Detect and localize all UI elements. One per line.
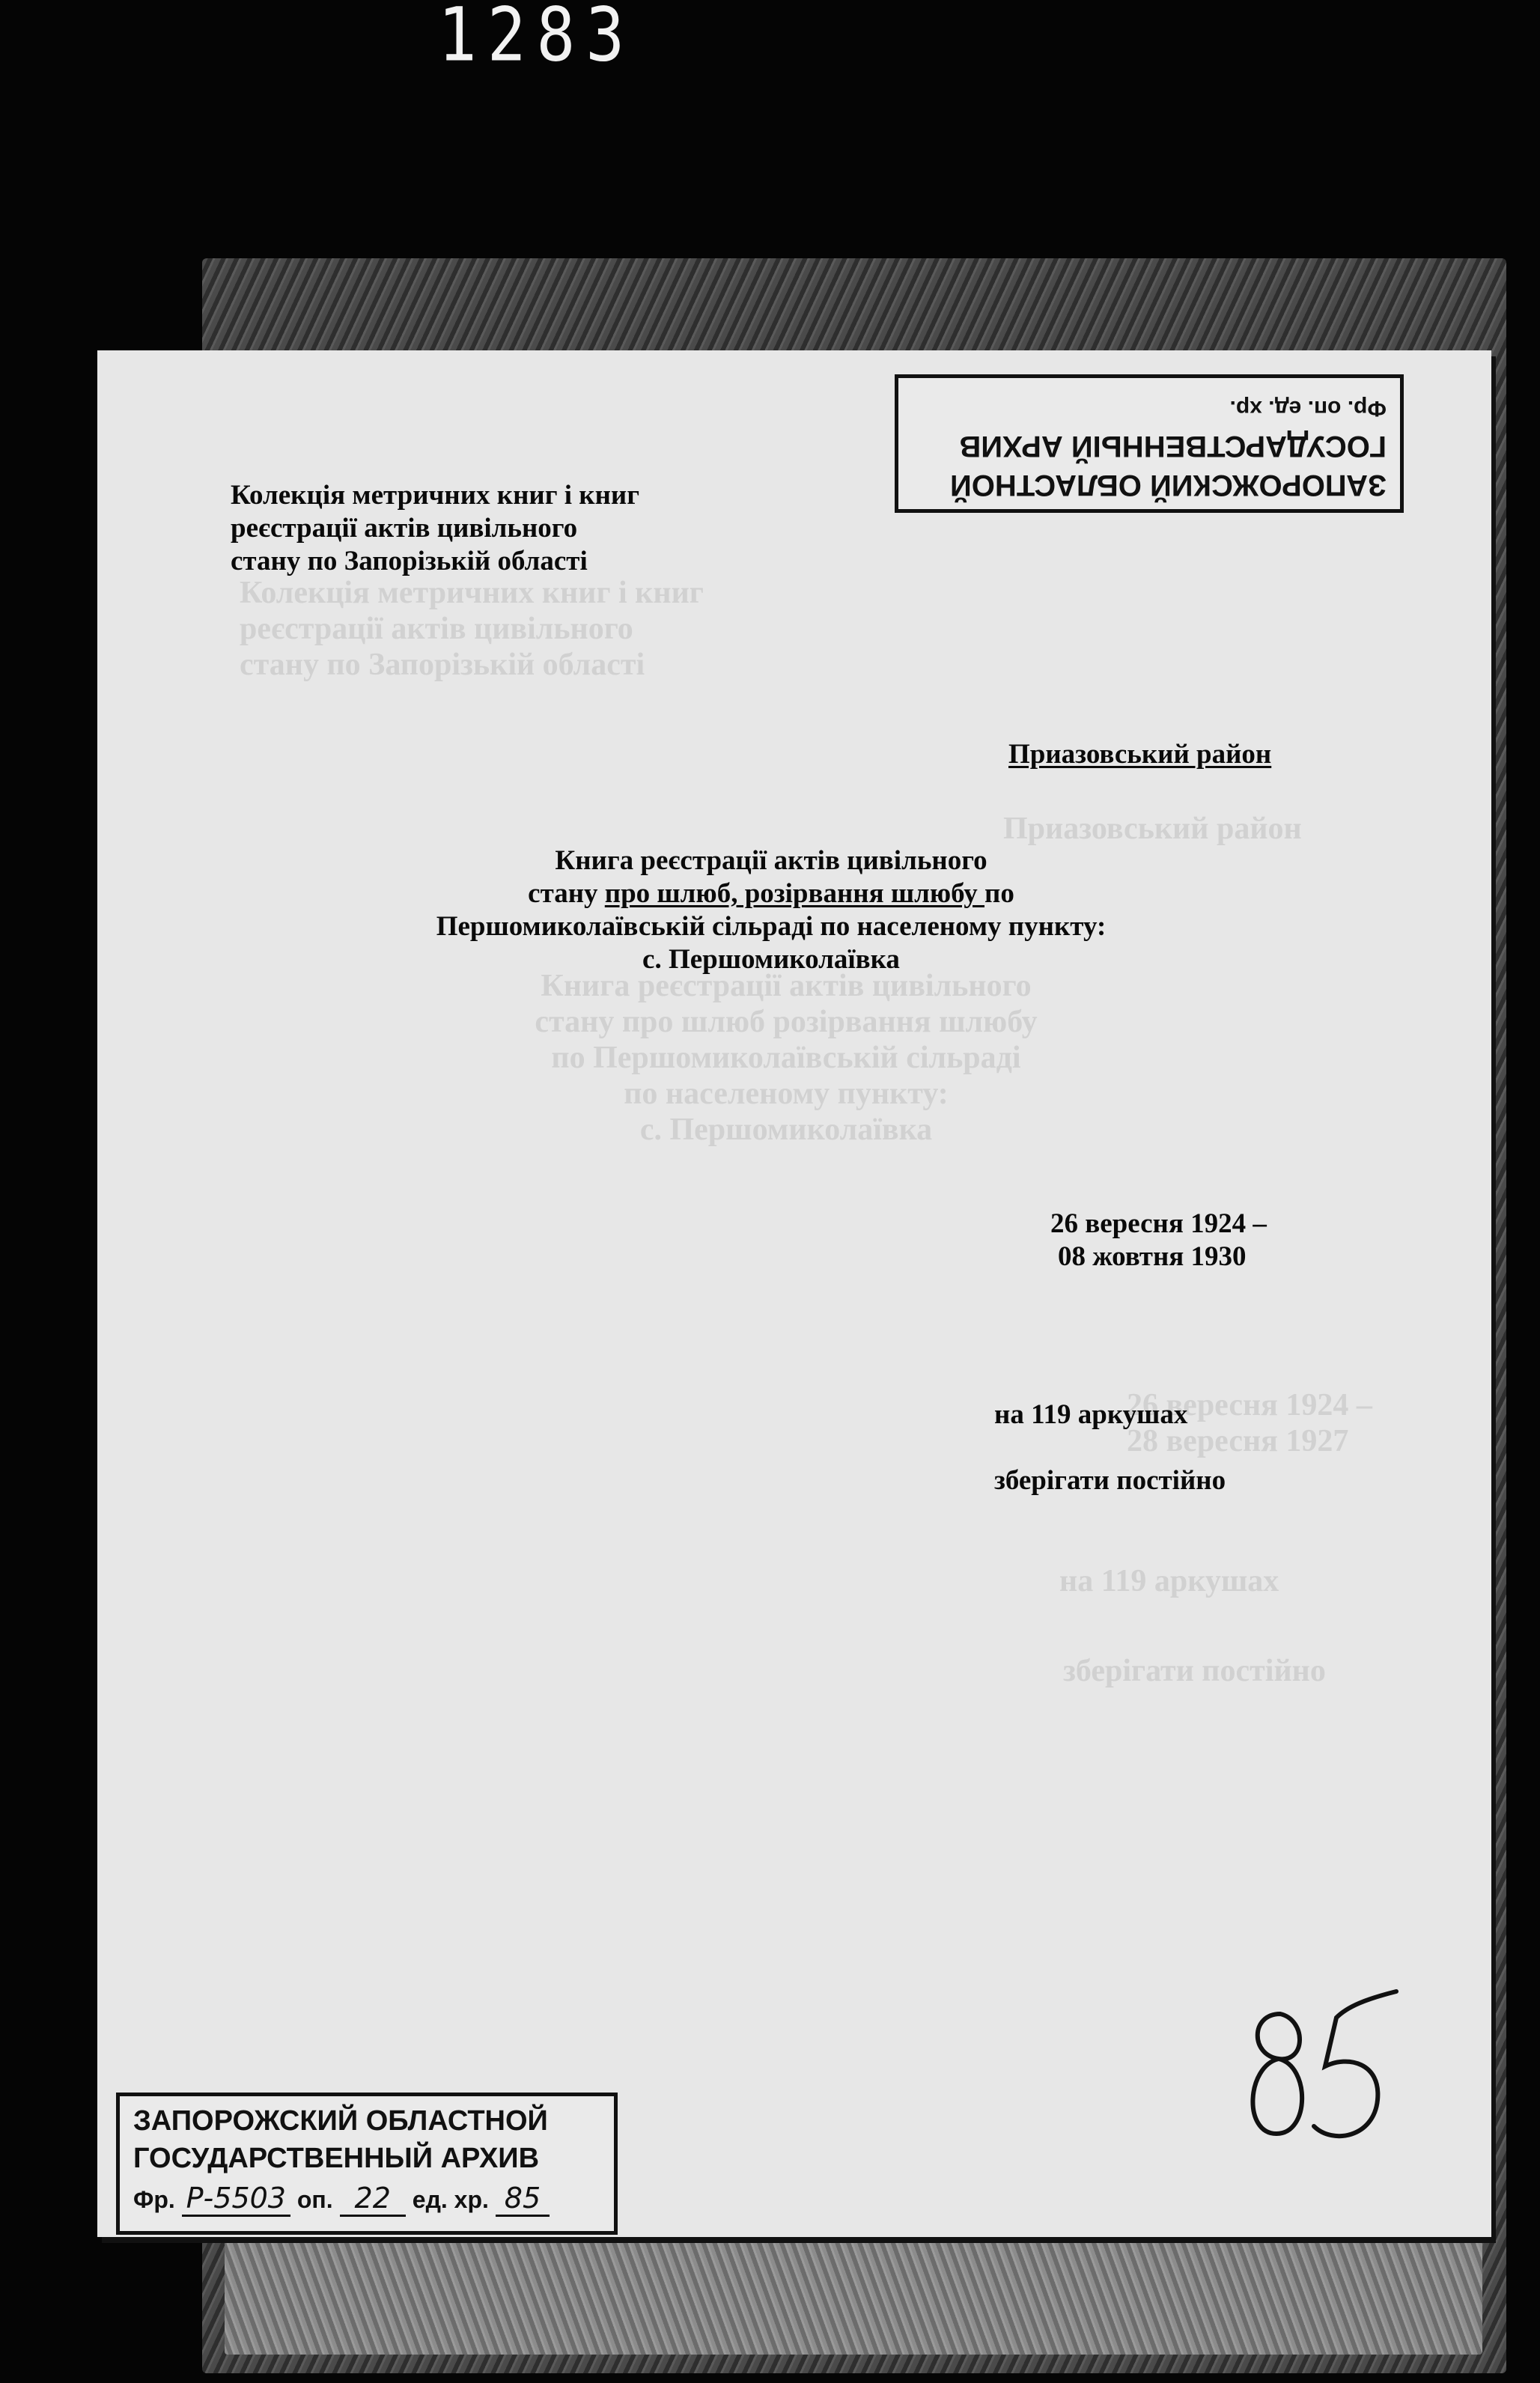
stamp-top-line-2: ГОСУДАРСТВЕННЫЙ АРХИВ bbox=[959, 430, 1387, 463]
ghost-text-sheets: на 119 аркушах bbox=[1059, 1564, 1279, 1598]
archive-number: 1283 bbox=[438, 0, 636, 79]
document-page bbox=[97, 350, 1491, 2237]
stamp-bottom-line-2: ГОСУДАРСТВЕННЫЙ АРХИВ bbox=[133, 2143, 540, 2174]
collection-title-line-1: Колекція метричних книг і книг bbox=[231, 480, 640, 511]
book-title-line-2: стану про шлюб, розірвання шлюбу по bbox=[528, 878, 1014, 909]
stamp-top-line-3: Фр. оп. ед. хр. bbox=[1229, 396, 1387, 421]
item-number: 85 bbox=[496, 2182, 550, 2217]
ghost-text-dates: 26 вересня 1924 – 28 вересня 1927 bbox=[1127, 1388, 1372, 1458]
stamp-top-line-1: ЗАПОРОЖСКИЙ ОБЛАСТНОЙ bbox=[950, 469, 1387, 502]
date-start: 26 вересня 1924 – bbox=[1050, 1208, 1267, 1239]
date-end: 08 жовтня 1930 bbox=[1058, 1241, 1247, 1272]
stamp-bottom-line-3: Фр. Р-5503 оп. 22 ед. хр. 85 bbox=[133, 2182, 550, 2215]
book-title-line-3: Першомиколаївській сільраді по населеному пункту: bbox=[436, 911, 1107, 942]
book-title-line-4: с. Першомиколаївка bbox=[642, 944, 900, 975]
handwritten-folio-number bbox=[1235, 1984, 1407, 2164]
archive-stamp-bottom bbox=[116, 2093, 618, 2235]
retention-note: зберігати постійно bbox=[994, 1465, 1226, 1496]
fond-number: Р-5503 bbox=[182, 2182, 290, 2217]
sheet-count: на 119 аркушах bbox=[994, 1399, 1188, 1430]
ghost-text-district: Приазовський район bbox=[1003, 812, 1302, 846]
collection-title-line-2: реєстрації актів цивільного bbox=[231, 513, 578, 544]
ghost-text-retention: зберігати постійно bbox=[1063, 1654, 1326, 1688]
ghost-text-book: Книга реєстрації актів цивільного стану про шлюб розірвання шлюбу по Першомиколаївській сільраді по населеному пункту: с. Першомиколаївка bbox=[535, 969, 1038, 1147]
book-title-line-1: Книга реєстрації актів цивільного bbox=[555, 845, 987, 876]
ghost-text-collection: Колекція метричних книг і книг реєстрації актів цивільного стану по Запорізькій області bbox=[240, 576, 704, 682]
collection-title bbox=[231, 479, 639, 578]
opis-number: 22 bbox=[340, 2182, 406, 2217]
book-title bbox=[322, 844, 1220, 976]
date-range bbox=[1050, 1208, 1267, 1273]
district-name: Приазовський район bbox=[1008, 739, 1272, 770]
archive-stamp-top bbox=[895, 374, 1404, 513]
stamp-bottom-line-1: ЗАПОРОЖСКИЙ ОБЛАСТНОЙ bbox=[133, 2105, 548, 2137]
collection-title-line-3: стану по Запорізькій області bbox=[231, 546, 588, 576]
